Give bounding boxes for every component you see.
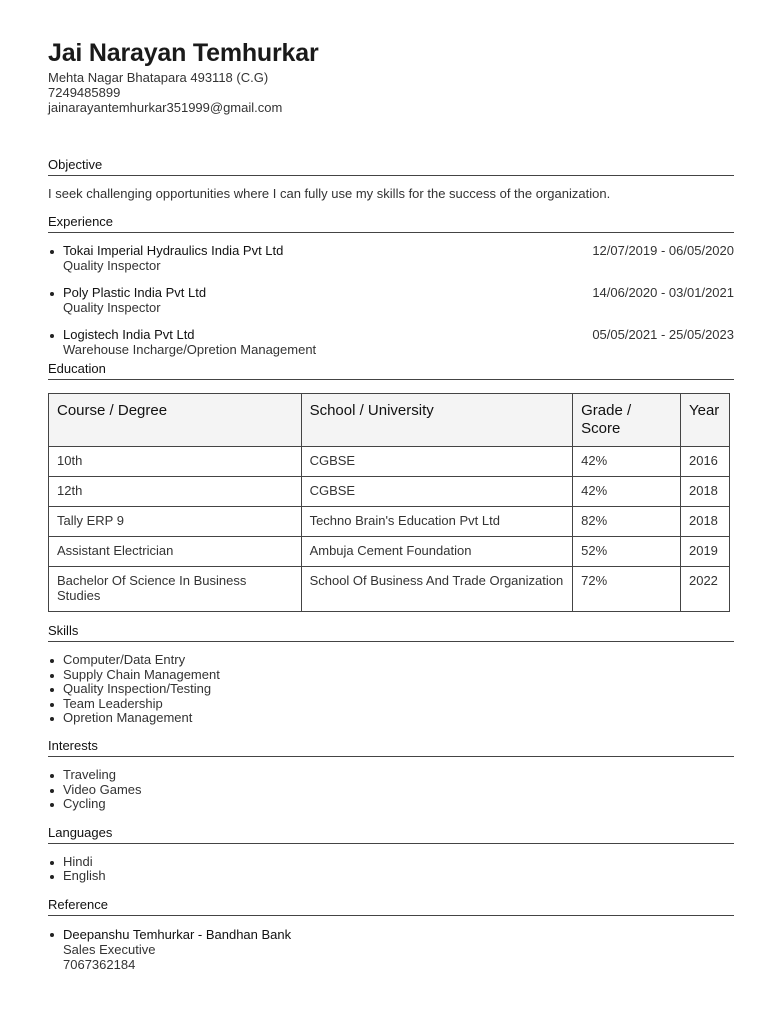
list-item: Video Games [48,783,734,798]
skills-heading: Skills [48,623,734,642]
reference-section [48,897,734,972]
experience-dates: 05/05/2021 - 25/05/2023 [592,327,734,342]
list-item: Supply Chain Management [48,668,734,683]
table-row [49,447,730,477]
reference-heading: Reference [48,897,734,916]
school-cell: School Of Business And Trade Organization [301,567,573,612]
address-text: Mehta Nagar Bhatapara 493118 (C.G) [48,70,269,85]
year-cell: 2018 [680,507,729,537]
education-heading: Education [48,361,734,380]
list-item: Computer/Data Entry [48,653,734,668]
experience-item [48,243,734,285]
experience-item [48,285,734,327]
interests-section [48,738,734,812]
list-item: Team Leadership [48,697,734,712]
resume-page [48,36,734,972]
table-row [49,507,730,537]
column-header-school: School / University [301,394,573,447]
school-cell: Techno Brain's Education Pvt Ltd [301,507,573,537]
list-item: English [48,869,734,884]
list-item: Hindi [48,855,734,870]
experience-section [48,214,734,361]
experience-list [48,243,734,361]
list-item: Traveling [48,768,734,783]
reference-list [48,927,734,972]
resume-header [48,36,734,115]
grade-cell: 72% [573,567,681,612]
reference-role: Sales Executive [63,941,156,957]
course-cell: Bachelor Of Science In Business Studies [49,567,302,612]
school-cell: CGBSE [301,477,573,507]
list-item: Opretion Management [48,711,734,726]
column-header-grade: Grade / Score [573,394,681,447]
interests-list [48,768,734,812]
list-item: Quality Inspection/Testing [48,682,734,697]
education-section [48,361,734,612]
reference-phone: 7067362184 [63,956,136,972]
grade-cell: 82% [573,507,681,537]
year-cell: 2018 [680,477,729,507]
experience-heading: Experience [48,214,734,233]
languages-list [48,855,734,884]
table-row [49,567,730,612]
school-cell: CGBSE [301,447,573,477]
column-header-year: Year [680,394,729,447]
experience-company: Logistech India Pvt Ltd [63,327,195,342]
experience-dates: 14/06/2020 - 03/01/2021 [592,285,734,300]
course-cell: Assistant Electrician [49,537,302,567]
table-row [49,537,730,567]
experience-item [48,327,734,361]
reference-name: Deepanshu Temhurkar - Bandhan Bank [63,926,292,942]
interests-heading: Interests [48,738,734,757]
objective-text: I seek challenging opportunities where I can fully use my skills for the success of the organization. [48,186,611,201]
skills-list [48,653,734,726]
year-cell: 2019 [680,537,729,567]
school-cell: Ambuja Cement Foundation [301,537,573,567]
experience-role: Quality Inspector [63,300,161,315]
experience-company: Tokai Imperial Hydraulics India Pvt Ltd [63,243,284,258]
education-table [48,393,730,612]
education-header-row [49,394,730,447]
list-item [48,927,734,972]
course-cell: 10th [49,447,302,477]
phone-text: 7249485899 [48,85,121,100]
grade-cell: 52% [573,537,681,567]
year-cell: 2016 [680,447,729,477]
objective-section [48,157,734,202]
table-row [49,477,730,507]
course-cell: 12th [49,477,302,507]
experience-role: Quality Inspector [63,258,161,273]
candidate-name: Jai Narayan Temhurkar [48,39,319,67]
experience-company: Poly Plastic India Pvt Ltd [63,285,207,300]
grade-cell: 42% [573,447,681,477]
experience-role: Warehouse Incharge/Opretion Management [63,342,317,357]
experience-dates: 12/07/2019 - 06/05/2020 [592,243,734,258]
grade-cell: 42% [573,477,681,507]
year-cell: 2022 [680,567,729,612]
objective-heading: Objective [48,157,734,176]
skills-section [48,623,734,726]
languages-heading: Languages [48,825,734,844]
column-header-course: Course / Degree [49,394,302,447]
course-cell: Tally ERP 9 [49,507,302,537]
email-text: jainarayantemhurkar351999@gmail.com [48,100,283,115]
list-item: Cycling [48,797,734,812]
languages-section [48,825,734,884]
